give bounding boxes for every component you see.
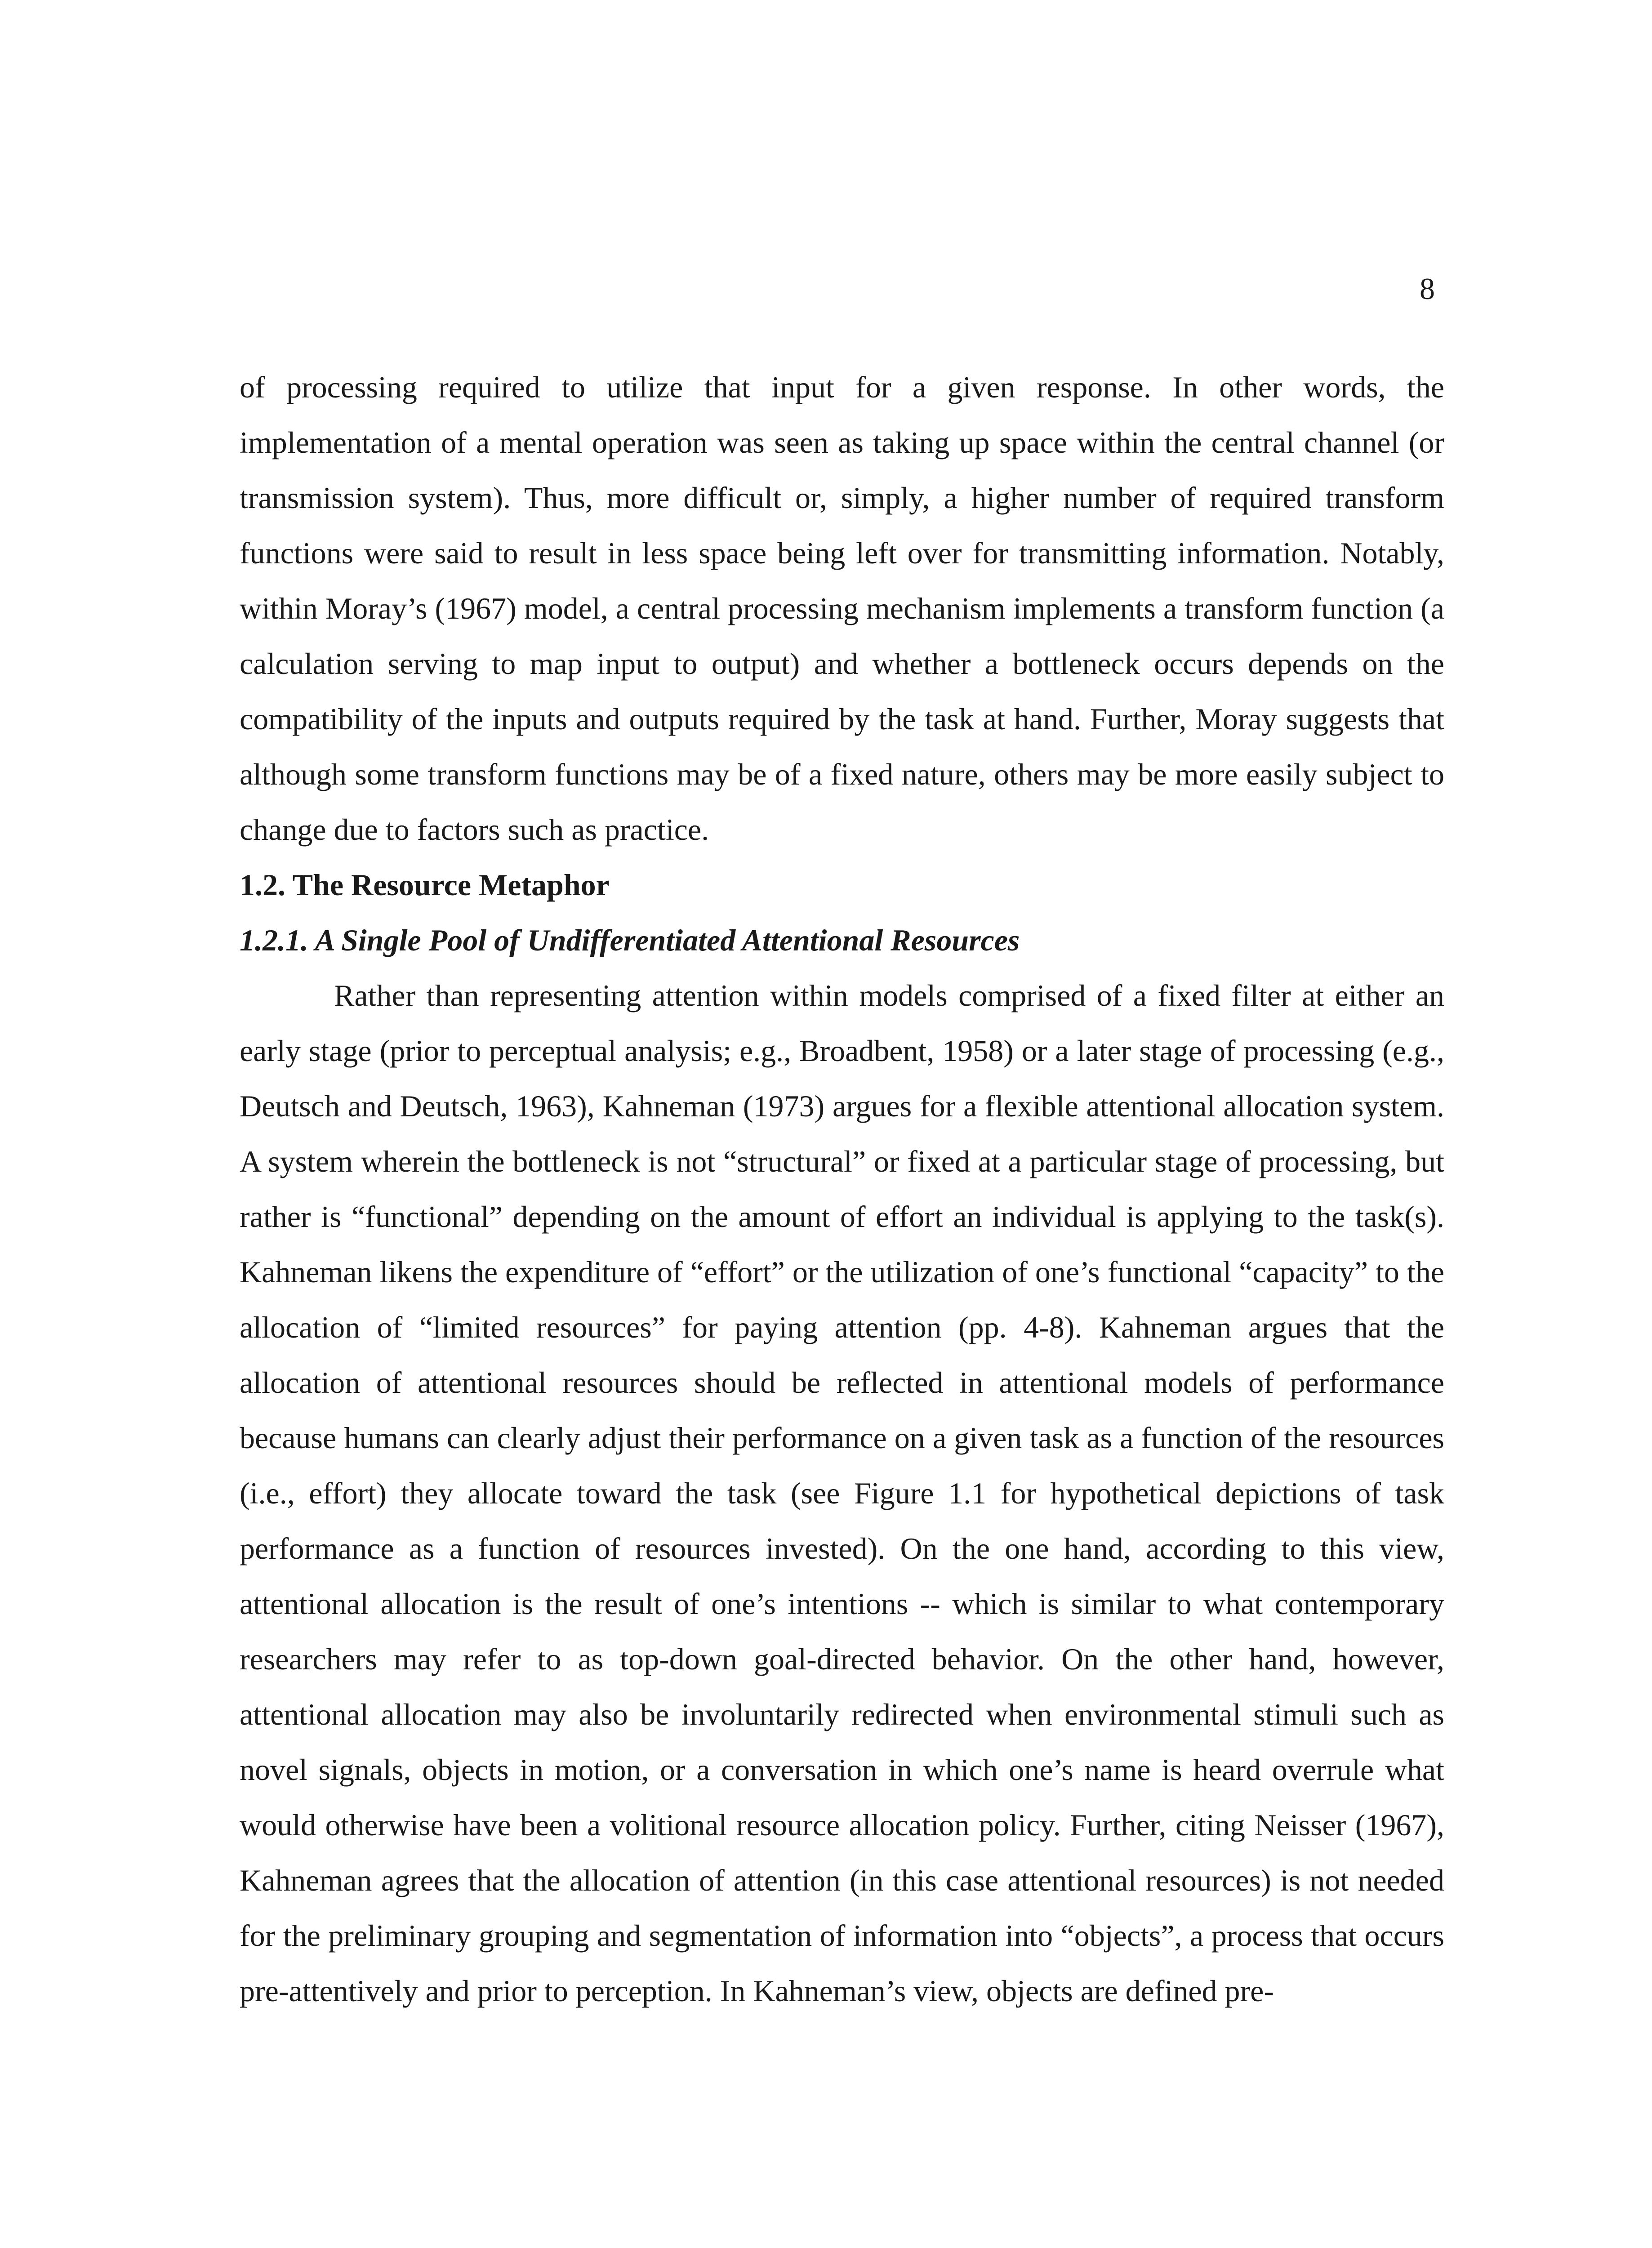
page-number: 8 bbox=[1420, 272, 1435, 306]
section-heading: 1.2. The Resource Metaphor bbox=[240, 868, 610, 902]
document-body bbox=[240, 360, 1444, 2019]
continuation-paragraph: of processing required to utilize that input for a given response. In other words, the implementation of a mental operation was seen as taking up space within the central channel (or transmission system). Thus, more difficult or, simply, a higher number of required transform functions were said to result in less space being left over for transmitting information. Notably, within Moray’s (1967) model, a central processing mechanism implements a transform function (a calculation serving to map input to output) and whether a bottleneck occurs depends on the compatibility of the inputs and outputs required by the task at hand. Further, Moray suggests that although some transform functions may be of a fixed nature, others may be more easily subject to change due to factors such as practice. bbox=[240, 370, 1444, 847]
subsection-heading: 1.2.1. A Single Pool of Undifferentiated Attentional Resources bbox=[240, 923, 1020, 957]
body-paragraph: Rather than representing attention within models comprised of a fixed filter at either an early stage (prior to perceptual analysis; e.g., Broadbent, 1958) or a later stage of processing (e.g., Deutsch and Deutsch, 1963), Kahneman (1973) argues for a flexible attentional allocation system. A system wherein the bottleneck is not “structural” or fixed at a particular stage of processing, but rather is “functional” depending on the amount of effort an individual is applying to the task(s). Kahneman likens the expenditure of “effort” or the utilization of one’s functional “capacity” to the allocation of “limited resources” for paying attention (pp. 4-8). Kahneman argues that the allocation of attentional resources should be reflected in attentional models of performance because humans can clearly adjust their performance on a given task as a function of the resources (i.e., effort) they allocate toward the task (see Figure 1.1 for hypothetical depictions of task performance as a function of resources invested). On the one hand, according to this view, attentional allocation is the result of one’s intentions -- which is similar to what contemporary researchers may refer to as top-down goal-directed behavior. On the other hand, however, attentional allocation may also be involuntarily redirected when environmental stimuli such as novel signals, objects in motion, or a conversation in which one’s name is heard overrule what would otherwise have been a volitional resource allocation policy. Further, citing Neisser (1967), Kahneman agrees that the allocation of attention (in this case attentional resources) is not needed for the preliminary grouping and segmentation of information into “objects”, a process that occurs pre-attentively and prior to perception. In Kahneman’s view, objects are defined pre- bbox=[240, 978, 1444, 2008]
